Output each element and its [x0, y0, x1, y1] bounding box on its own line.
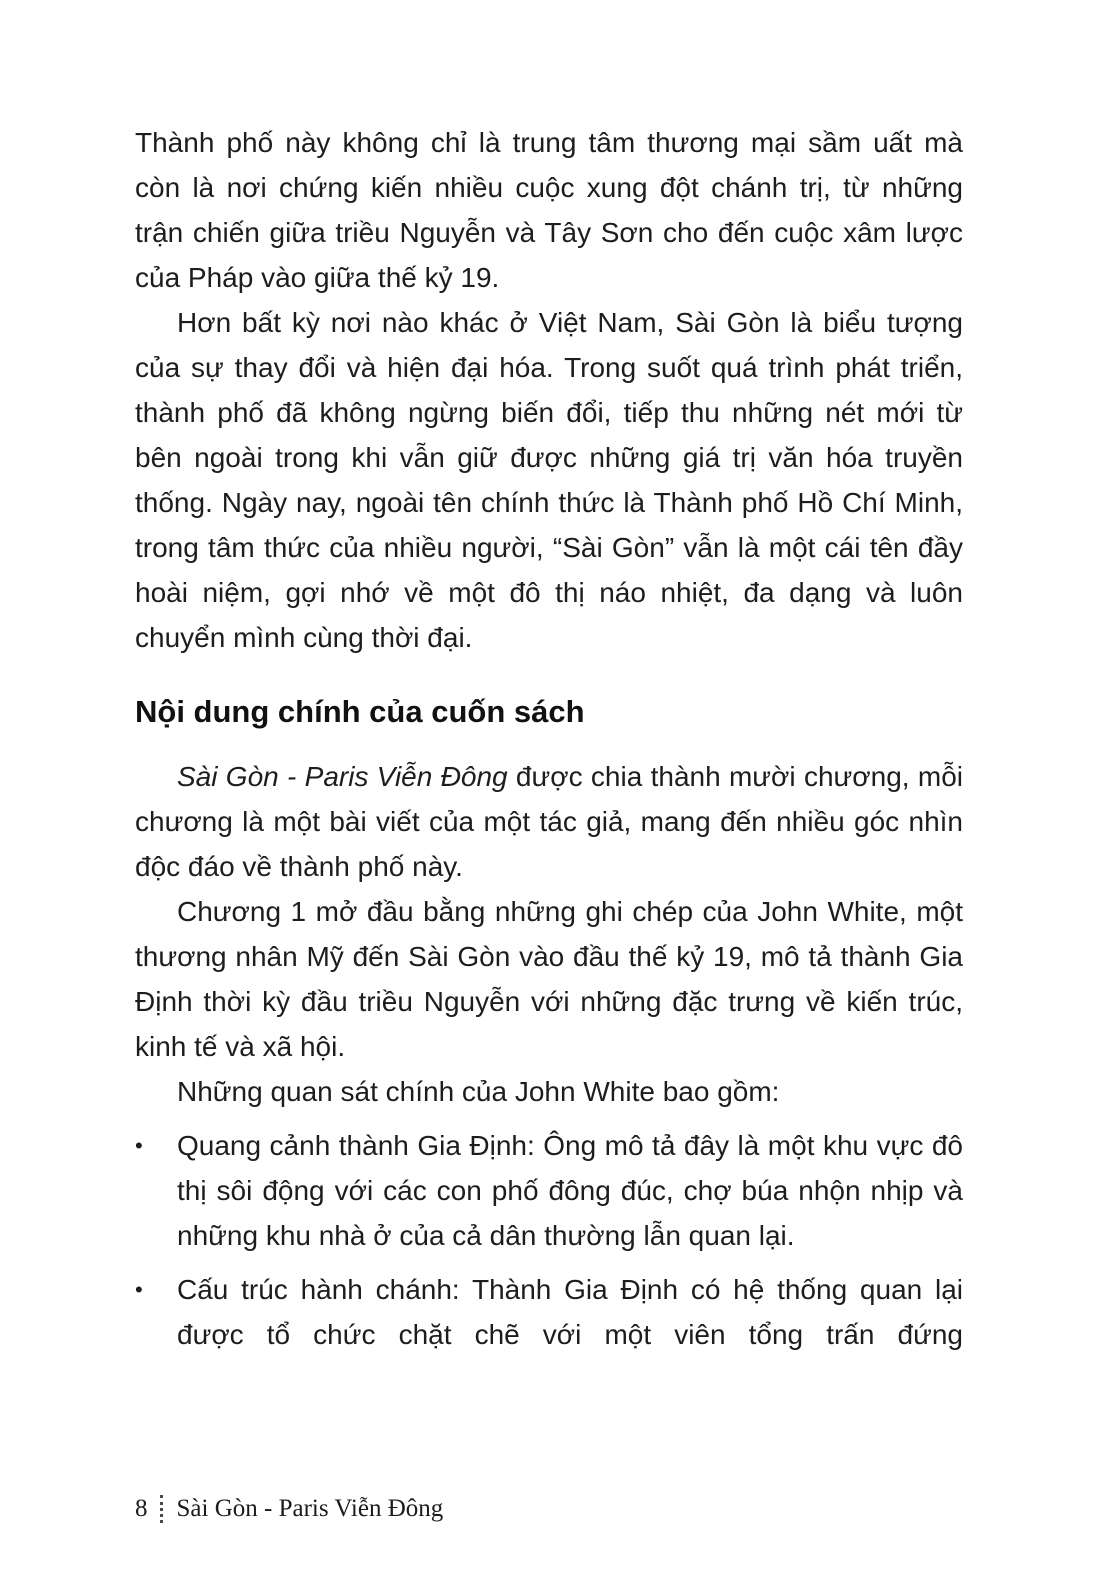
- paragraph: [135, 754, 963, 889]
- footer-separator-icon: [160, 1495, 163, 1523]
- footer-book-title: Sài Gòn - Paris Viễn Đông: [176, 1495, 444, 1522]
- list-item: [135, 1267, 963, 1357]
- book-title-italic: Sài Gòn - Paris Viễn Đông: [177, 761, 508, 792]
- paragraph: Hơn bất kỳ nơi nào khác ở Việt Nam, Sài Gòn là biểu tượng của sự thay đổi và hiện đại hóa. Trong suốt quá trình phát triển, thành phố đã không ngừng biến đổi, tiếp thu những nét mới từ bên ngoài trong khi vẫn giữ được những giá trị văn hóa truyền thống. Ngày nay, ngoài tên chính thức là Thành phố Hồ Chí Minh, trong tâm thức của nhiều người, “Sài Gòn” vẫn là một cái tên đầy hoài niệm, gợi nhớ về một đô thị náo nhiệt, đa dạng và luôn chuyển mình cùng thời đại.: [135, 307, 963, 653]
- paragraph: Những quan sát chính của John White bao gồm:: [177, 1076, 780, 1107]
- bullet-text: Quang cảnh thành Gia Định: Ông mô tả đây là một khu vực đô thị sôi động với các con phố đông đúc, chợ búa nhộn nhịp và những khu nhà ở của cả dân thường lẫn quan lại.: [177, 1130, 963, 1251]
- page-footer: [135, 1495, 443, 1523]
- paragraph: Chương 1 mở đầu bằng những ghi chép của John White, một thương nhân Mỹ đến Sài Gòn vào đầu thế kỷ 19, mô tả thành Gia Định thời kỳ đầu triều Nguyễn với những đặc trưng về kiến trúc, kinh tế và xã hội.: [135, 896, 963, 1062]
- page-number: 8: [135, 1495, 148, 1522]
- bullet-icon: •: [135, 1277, 143, 1302]
- bullet-list: [135, 1123, 963, 1357]
- bullet-icon: •: [135, 1133, 143, 1158]
- list-item: [135, 1123, 963, 1258]
- paragraph: Thành phố này không chỉ là trung tâm thương mại sầm uất mà còn là nơi chứng kiến nhiều cuộc xung đột chánh trị, từ những trận chiến giữa triều Nguyễn và Tây Sơn cho đến cuộc xâm lược của Pháp vào giữa thế kỷ 19.: [135, 127, 963, 293]
- page-content: [135, 120, 963, 1357]
- paragraph-text: được chia thành mười chương, mỗi chương là một bài viết của một tác giả, mang đến nhiều góc nhìn độc đáo về thành phố này.: [135, 761, 963, 882]
- bullet-text: Cấu trúc hành chánh: Thành Gia Định có hệ thống quan lại được tổ chức chặt chẽ với một viên tổng trấn đứng: [177, 1274, 963, 1350]
- section-heading: Nội dung chính của cuốn sách: [135, 694, 585, 729]
